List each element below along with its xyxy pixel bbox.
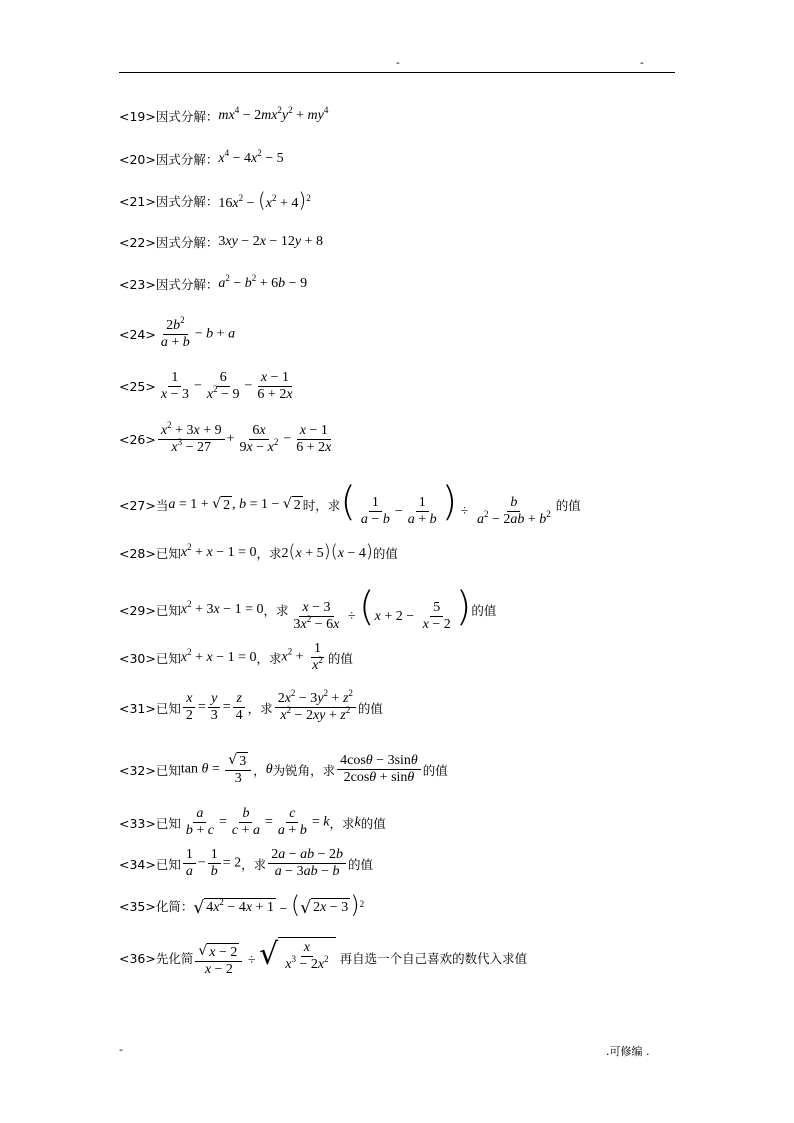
- problem-label: <33>已知: [119, 815, 181, 831]
- problem-expression: $\frac{2a - ab - 2b}{a - 3ab - b}$: [266, 847, 348, 880]
- problem-27: [119, 479, 581, 528]
- problem-25: [119, 370, 298, 403]
- header-dash-center: -: [396, 56, 400, 69]
- problem-tail: 的值: [372, 545, 398, 561]
- problem-expression: $mx^4 - 2mx^2y^2 + my^4$: [218, 105, 329, 123]
- problem-label: <27>当: [119, 498, 169, 514]
- problem-expression: $x^2$ + $\frac{1}{x^2}$: [281, 641, 323, 673]
- problem-condition: a = 1 + √ 2 , b = 1 − √ 2: [168, 496, 301, 514]
- problem-expression: $16x^2 - (x^2 + 4)^2$: [218, 188, 311, 212]
- problem-36: [119, 937, 527, 978]
- problem-label: <22>因式分解：: [119, 235, 219, 250]
- problem-tail: 的值: [471, 603, 497, 619]
- problem-tail: 的值: [360, 815, 386, 831]
- problem-28: [119, 543, 398, 562]
- problem-tail: 的值: [357, 700, 383, 716]
- problem-29: [119, 584, 497, 633]
- problem-23: [119, 275, 307, 293]
- problem-30: [119, 641, 353, 674]
- problem-expression: √ $4x^2 - 4x + 1$ − ( √ 2x − 3 )$^2$: [193, 891, 365, 919]
- problem-expression: √ x − 2 x − 2 ÷ √ $\frac{x}{x^3 - 2x^2}$: [193, 937, 335, 978]
- problem-expression: $\frac{4\cos\theta - 3\sin\theta}{2\cos\theta + \sin\theta}$: [335, 753, 423, 786]
- problem-24: [119, 315, 236, 351]
- problem-condition: $x^2 + 3x - 1 = 0$: [180, 599, 264, 618]
- problem-label: <26>: [119, 432, 156, 447]
- problem-connector: ，求: [256, 650, 282, 666]
- footer-dash: -: [119, 1043, 123, 1056]
- problem-tail: 再自选一个自己喜欢的数代入求值: [339, 950, 528, 966]
- problem-connector: 为锐角，求: [272, 762, 336, 778]
- problem-expression: 2(x + 5)(x − 4): [281, 541, 373, 562]
- problem-expression: $\frac{x - 3}{3x^2 - 6x}$ ÷ (x + 2 − $\frac{5}{x - 2}$ ): [293, 584, 472, 633]
- problem-label: <25>: [119, 379, 156, 394]
- problem-label: <19>因式分解：: [119, 109, 219, 124]
- theta-symbol: θ: [265, 761, 273, 777]
- problem-condition: $x^2 + x - 1 = 0$: [180, 646, 257, 665]
- problem-label: <20>因式分解：: [119, 152, 219, 167]
- problem-label: <32>已知: [119, 762, 181, 778]
- footer-editable-note: .可修编 .: [606, 1045, 650, 1058]
- problem-condition: $\frac{a}{b + c}$ = $\frac{b}{c + a}$ = $\frac{c}{a + b}$ = k: [185, 806, 330, 838]
- problem-21: [119, 190, 311, 212]
- problem-label: <29>已知: [119, 603, 181, 619]
- problem-expression: k: [354, 814, 361, 830]
- problem-tail: 的值: [327, 650, 353, 666]
- problem-expression: $\frac{1}{x - 3}$ − $\frac{6}{x^2 - 9}$ − $\frac{x - 1}{6 + 2x}$: [160, 370, 293, 402]
- problem-connector: 时，求: [302, 498, 341, 514]
- problem-expression: $a^2 - b^2 + 6b - 9$: [218, 273, 308, 291]
- problem-expression: $\frac{x^2 + 3x + 9}{x^3 - 27}$ + $\frac{6x}{9x - x^2}$ − $\frac{x - 1}{6 + 2x}$: [156, 423, 337, 456]
- problem-expression: ( $\frac{1}{a - b}$ − $\frac{1}{a + b}$ ) ÷ $\frac{b}{a^2 - 2ab + b^2}$: [340, 479, 551, 528]
- problem-33: [119, 806, 386, 839]
- problem-22: [119, 233, 323, 251]
- problem-tail: 的值: [555, 498, 581, 514]
- problem-label: <35>化简：: [119, 898, 194, 914]
- problem-connector: ，: [253, 762, 266, 778]
- problem-19: [119, 107, 328, 125]
- problem-label: <31>已知: [119, 700, 181, 716]
- problem-label: <36>先化简: [119, 950, 194, 966]
- problem-expression: $\frac{2b^2}{a + b}$ − b + a: [160, 315, 236, 350]
- problem-label: <28>已知: [119, 545, 181, 561]
- problem-20: [119, 150, 284, 168]
- problem-label: <21>因式分解：: [119, 194, 219, 209]
- problem-tail: 的值: [422, 762, 448, 778]
- problem-label: <34>已知: [119, 856, 181, 872]
- problem-label: <30>已知: [119, 650, 181, 666]
- problem-35: [119, 893, 364, 918]
- problem-32: [119, 752, 448, 787]
- problem-tail: 的值: [348, 856, 374, 872]
- problem-34: [119, 847, 373, 880]
- problem-26: [119, 420, 336, 456]
- problem-connector: ，求: [241, 856, 267, 872]
- problem-label: <23>因式分解：: [119, 277, 219, 292]
- problem-31: [119, 688, 383, 724]
- header-rule: [119, 72, 675, 73]
- problem-condition: $x^2 + x - 1 = 0$: [180, 541, 257, 560]
- problem-connector: ，求: [247, 700, 273, 716]
- problem-connector: ，求: [263, 603, 289, 619]
- problem-label: <24>: [119, 327, 156, 342]
- problem-expression: $x^4 - 4x^2 - 5$: [218, 148, 284, 166]
- problem-condition: $\frac{x}{2}$ = $\frac{y}{3}$ = $\frac{z}{4}$: [181, 691, 248, 724]
- problem-expression: 3xy − 2x − 12y + 8: [218, 234, 323, 249]
- header-dash-right: -: [640, 56, 644, 69]
- problem-condition: tan θ = √ 3 3: [181, 752, 253, 787]
- problem-connector: ，求: [329, 815, 355, 831]
- problem-expression: $\frac{2x^2 - 3y^2 + z^2}{x^2 - 2xy + z^2}$: [273, 691, 358, 724]
- problem-connector: ，求: [256, 545, 282, 561]
- problem-condition: $\frac{1}{a}$ − $\frac{1}{b}$ = 2: [181, 847, 241, 880]
